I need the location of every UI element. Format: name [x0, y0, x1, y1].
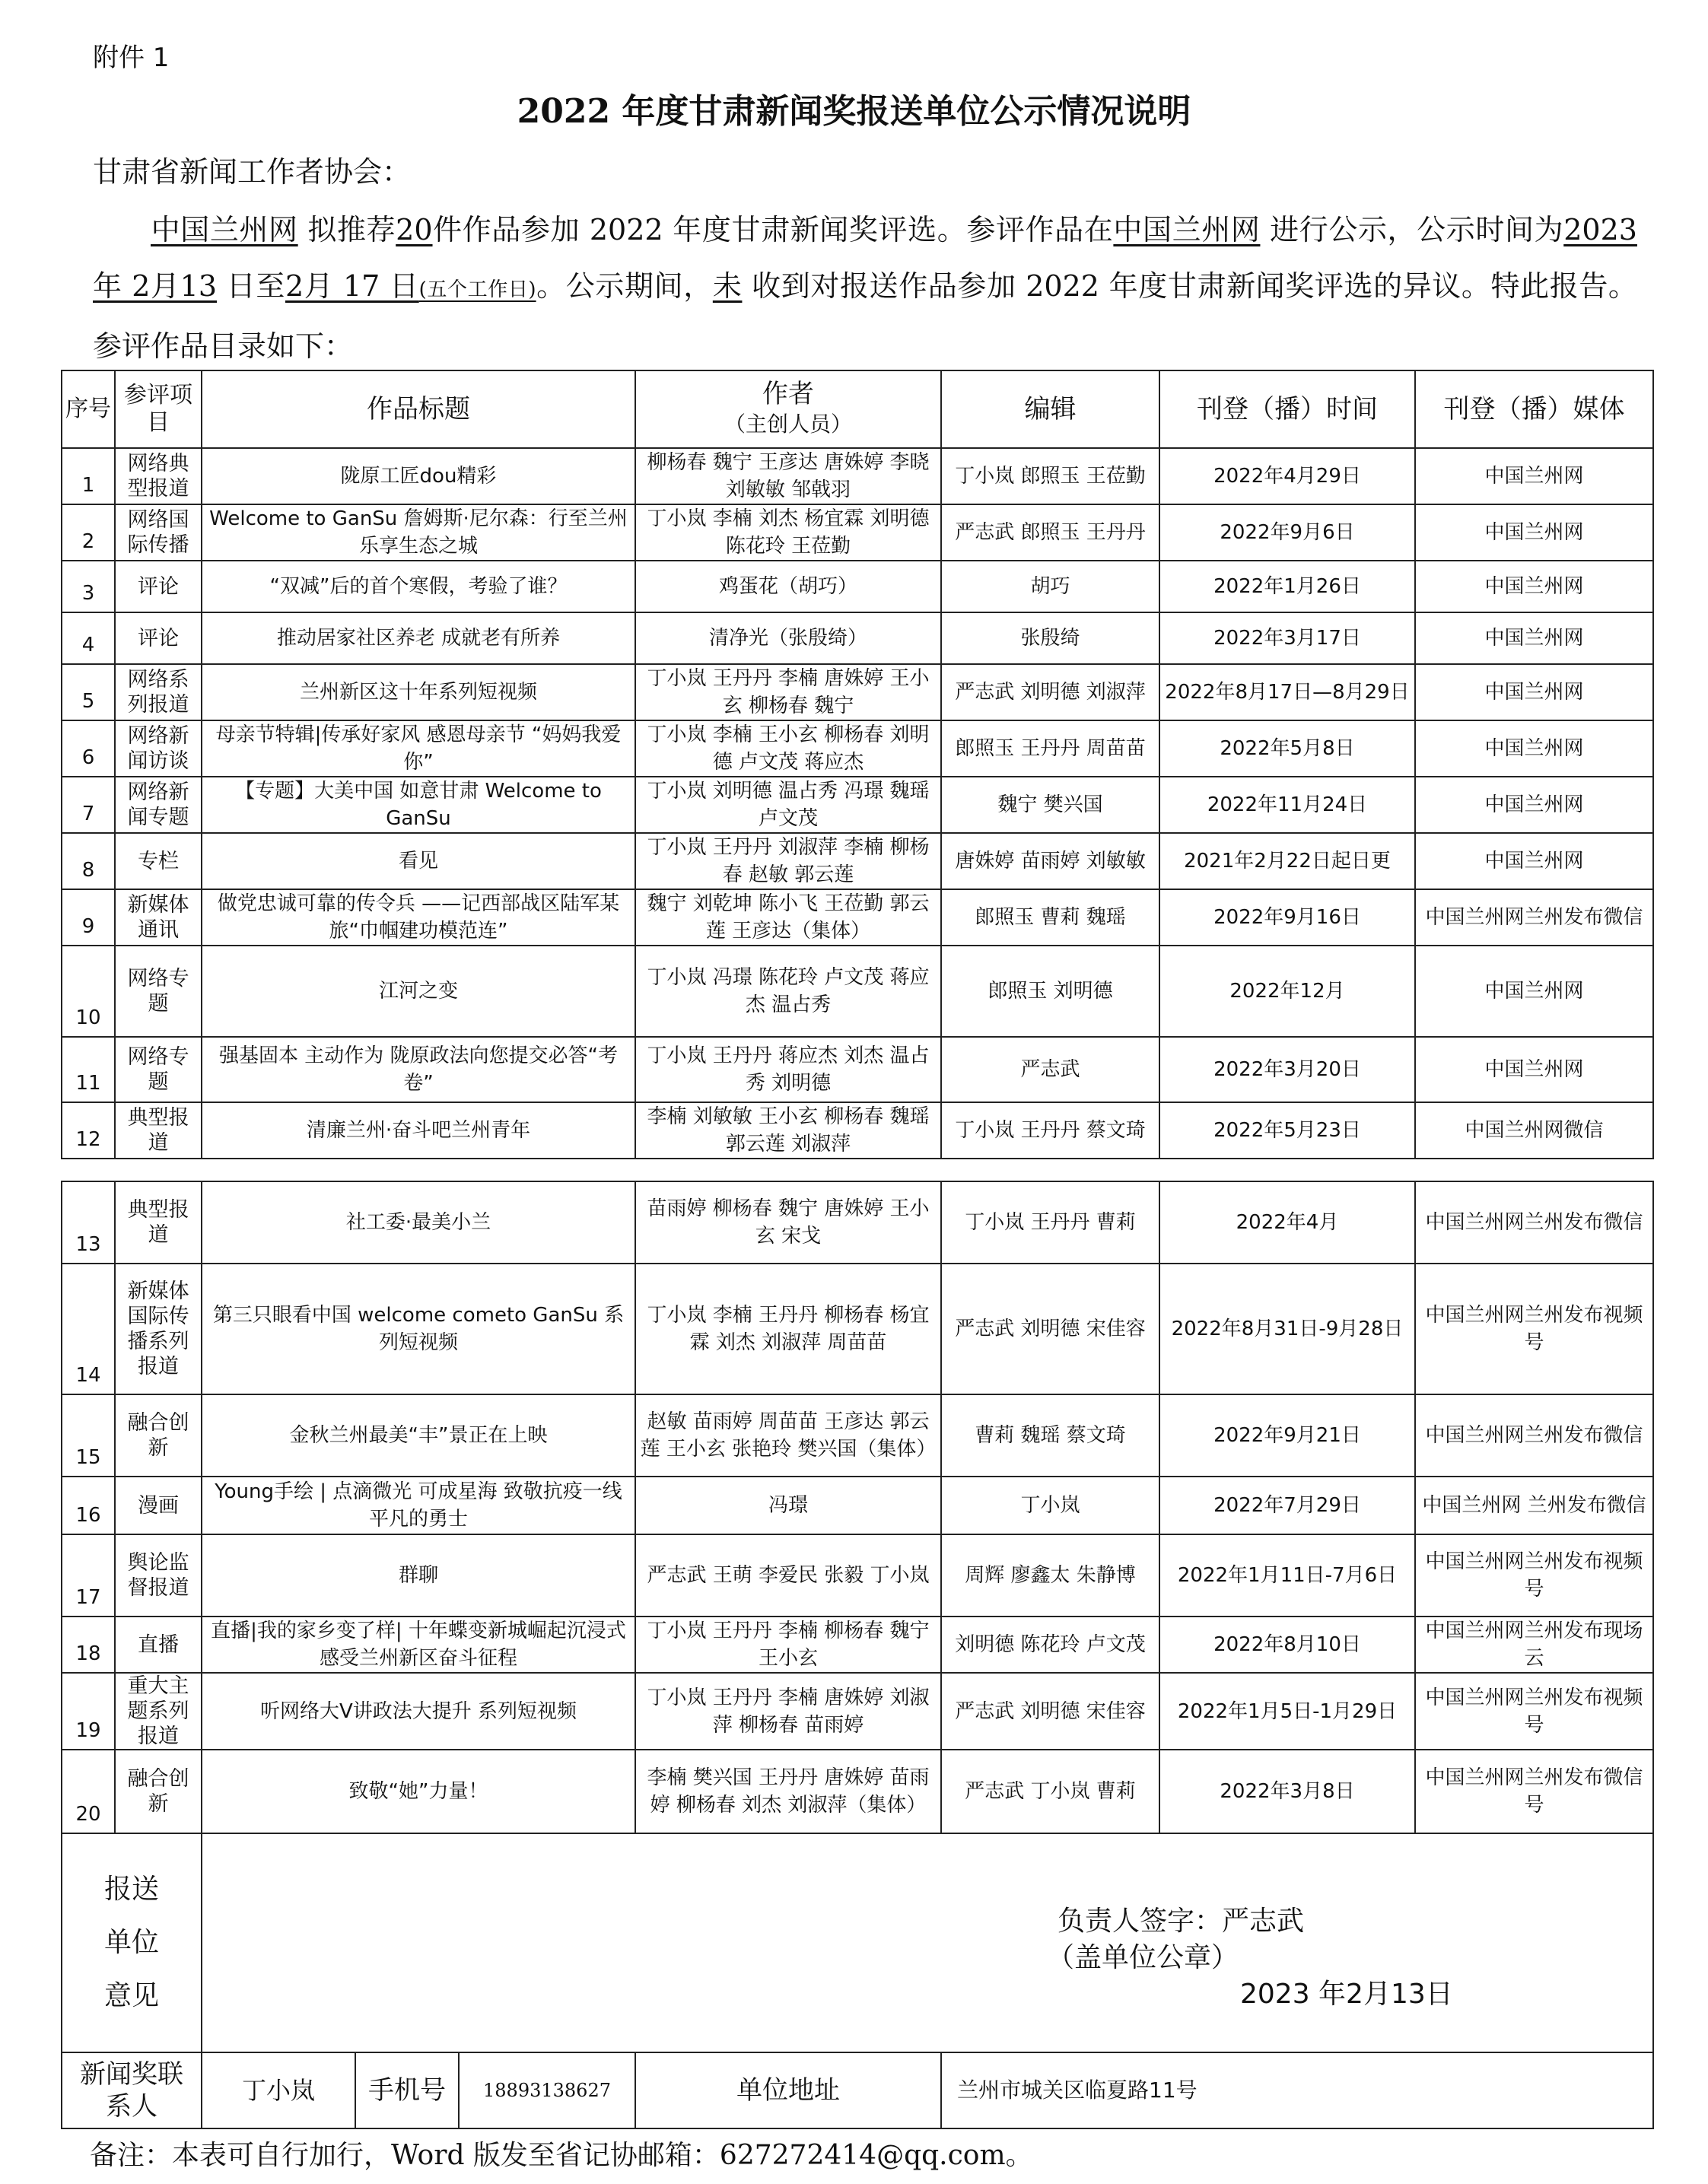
- row-editor: 张殷绮: [941, 612, 1159, 664]
- row-media: 中国兰州网微信: [1415, 1102, 1653, 1159]
- address-value: 兰州市城关区临夏路11号: [941, 2052, 1653, 2128]
- row-number: 11: [62, 1037, 115, 1102]
- row-author: 严志武 王萌 李爱民 张毅 丁小岚: [635, 1534, 941, 1617]
- row-number: 18: [62, 1617, 115, 1673]
- row-editor: 丁小岚: [941, 1477, 1159, 1534]
- row-editor: 丁小岚 郎照玉 王莅勤: [941, 448, 1159, 504]
- row-editor: 刘明德 陈花玲 卢文茂: [941, 1617, 1159, 1673]
- end-date: 2月 17 日: [285, 269, 419, 303]
- intro-paragraph: [93, 202, 1637, 374]
- row-title: 陇原工匠dou精彩: [202, 448, 635, 504]
- row-author: 丁小岚 李楠 刘杰 杨宜霖 刘明德 陈花玲 王莅勤: [635, 504, 941, 561]
- row-title: 听网络大V讲政法大提升 系列短视频: [202, 1673, 635, 1750]
- row-editor: 唐姝婷 苗雨婷 刘敏敏: [941, 833, 1159, 889]
- row-category: 专栏: [115, 833, 202, 889]
- signer: 负责人签字：严志武: [1058, 1906, 1305, 1937]
- row-media: 中国兰州网兰州发布微信号: [1415, 1750, 1653, 1833]
- row-date: 2022年4月29日: [1159, 448, 1415, 504]
- row-category: 漫画: [115, 1477, 202, 1534]
- table-row: [62, 720, 1653, 777]
- row-number: 16: [62, 1477, 115, 1534]
- table-row: [62, 946, 1653, 1037]
- opinion-label-text: 报送单位意见: [103, 1874, 159, 2011]
- row-author: 丁小岚 李楠 王小玄 柳杨春 刘明德 卢文茂 蒋应杰: [635, 720, 941, 777]
- row-date: 2022年4月: [1159, 1181, 1415, 1264]
- intro-text: 日至: [226, 269, 285, 303]
- row-media: 中国兰州网: [1415, 1037, 1653, 1102]
- row-author: 李楠 樊兴国 王丹丹 唐姝婷 苗雨婷 柳杨春 刘杰 刘淑萍（集体）: [635, 1750, 941, 1833]
- row-editor: 严志武: [941, 1037, 1159, 1102]
- header-no: 序号: [62, 370, 115, 448]
- row-media: 中国兰州网兰州发布微信: [1415, 1181, 1653, 1264]
- row-title: Welcome to GanSu 詹姆斯·尼尔森：行至兰州 乐享生态之城: [202, 504, 635, 561]
- row-title: 清廉兰州·奋斗吧兰州青年: [202, 1102, 635, 1159]
- row-editor: 郎照玉 王丹丹 周苗苗: [941, 720, 1159, 777]
- row-media: 中国兰州网兰州发布微信: [1415, 889, 1653, 946]
- row-number: 6: [62, 720, 115, 777]
- row-author: 丁小岚 王丹丹 蒋应杰 刘杰 温占秀 刘明德: [635, 1037, 941, 1102]
- works-table-part2: [61, 1181, 1654, 2129]
- row-author: 柳杨春 魏宁 王彦达 唐姝婷 李晓 刘敏敏 邹戟羽: [635, 448, 941, 504]
- row-author: 丁小岚 王丹丹 刘淑萍 李楠 柳杨春 赵敏 郭云莲: [635, 833, 941, 889]
- table-row: [62, 448, 1653, 504]
- header-author-sub: （主创人员）: [724, 412, 852, 437]
- opinion-signature-cell: [202, 1833, 1653, 2052]
- row-date: 2022年3月20日: [1159, 1037, 1415, 1102]
- contact-name-cell: [202, 2052, 635, 2128]
- header-category: 参评项目: [115, 370, 202, 448]
- row-category: 新媒体国际传播系列报道: [115, 1264, 202, 1394]
- row-category: 评论: [115, 612, 202, 664]
- table-row: [62, 1673, 1653, 1750]
- header-title: 作品标题: [202, 370, 635, 448]
- row-category: 直播: [115, 1617, 202, 1673]
- row-title: 直播|我的家乡变了样| 十年蝶变新城崛起沉浸式感受兰州新区奋斗征程: [202, 1617, 635, 1673]
- row-media: 中国兰州网: [1415, 561, 1653, 612]
- row-editor: 丁小岚 王丹丹 蔡文琦: [941, 1102, 1159, 1159]
- row-number: 13: [62, 1181, 115, 1264]
- row-category: 网络专题: [115, 946, 202, 1037]
- row-date: 2022年5月8日: [1159, 720, 1415, 777]
- row-author: 李楠 刘敏敏 王小玄 柳杨春 魏瑶 郭云莲 刘淑萍: [635, 1102, 941, 1159]
- row-category: 新媒体通讯: [115, 889, 202, 946]
- row-number: 1: [62, 448, 115, 504]
- row-date: 2022年9月16日: [1159, 889, 1415, 946]
- phone-label: 手机号: [356, 2053, 460, 2128]
- row-media: 中国兰州网兰州发布视频号: [1415, 1534, 1653, 1617]
- address-label: 单位地址: [635, 2052, 941, 2128]
- row-title: 看见: [202, 833, 635, 889]
- row-date: 2021年2月22日起日更: [1159, 833, 1415, 889]
- row-media: 中国兰州网: [1415, 720, 1653, 777]
- table-row: [62, 664, 1653, 720]
- row-title: 致敬“她”力量！: [202, 1750, 635, 1833]
- row-editor: 严志武 刘明德 宋佳容: [941, 1673, 1159, 1750]
- opinion-date: 2023 年2月13日: [1240, 1979, 1453, 2010]
- table-row: [62, 1264, 1653, 1394]
- row-title: 推动居家社区养老 成就老有所养: [202, 612, 635, 664]
- row-number: 15: [62, 1394, 115, 1477]
- row-author: 丁小岚 冯璟 陈花玲 卢文茂 蒋应杰 温占秀: [635, 946, 941, 1037]
- row-media: 中国兰州网兰州发布视频号: [1415, 1673, 1653, 1750]
- row-title: 做党忠诚可靠的传令兵 ——记西部战区陆军某旅“巾帼建功模范连”: [202, 889, 635, 946]
- row-author: 冯璟: [635, 1477, 941, 1534]
- intro-text: 进行公示，公示时间为: [1270, 213, 1564, 246]
- header-media: 刊登（播）媒体: [1415, 370, 1653, 448]
- row-author: 鸡蛋花（胡巧）: [635, 561, 941, 612]
- row-number: 9: [62, 889, 115, 946]
- table-row: [62, 1037, 1653, 1102]
- objection-status: 未: [712, 269, 743, 303]
- row-category: 典型报道: [115, 1102, 202, 1159]
- publicity-site: 中国兰州网: [1113, 213, 1261, 246]
- table-row: [62, 612, 1653, 664]
- row-editor: 郎照玉 曹莉 魏瑶: [941, 889, 1159, 946]
- row-author: 魏宁 刘乾坤 陈小飞 王莅勤 郭云莲 王彦达（集体）: [635, 889, 941, 946]
- row-media: 中国兰州网: [1415, 612, 1653, 664]
- row-editor: 曹莉 魏瑶 蔡文琦: [941, 1394, 1159, 1477]
- row-date: 2022年1月5日-1月29日: [1159, 1673, 1415, 1750]
- work-count: 20: [396, 213, 433, 246]
- row-number: 7: [62, 777, 115, 833]
- opinion-row: [62, 1833, 1653, 2052]
- intro-text: 收到对报送作品参加 2022 年度甘肃新闻奖评选的异议。特此报告。参评作品目录如下：: [93, 269, 1637, 363]
- row-date: 2022年8月31日-9月28日: [1159, 1264, 1415, 1394]
- table-row: [62, 1394, 1653, 1477]
- table-row: [62, 889, 1653, 946]
- row-author: 丁小岚 王丹丹 李楠 唐姝婷 刘淑萍 柳杨春 苗雨婷: [635, 1673, 941, 1750]
- row-date: 2022年3月17日: [1159, 612, 1415, 664]
- row-media: 中国兰州网: [1415, 946, 1653, 1037]
- row-category: 网络专题: [115, 1037, 202, 1102]
- start-date: 2023 年 2月13: [93, 213, 1637, 303]
- intro-text: 拟推荐: [307, 213, 396, 246]
- row-editor: 严志武 刘明德 宋佳容: [941, 1264, 1159, 1394]
- row-title: 金秋兰州最美“丰”景正在上映: [202, 1394, 635, 1477]
- row-title: 社工委·最美小兰: [202, 1181, 635, 1264]
- unit-name: 中国兰州网: [151, 213, 298, 246]
- row-number: 8: [62, 833, 115, 889]
- table-row: [62, 1102, 1653, 1159]
- table-row: [62, 561, 1653, 612]
- row-title: 第三只眼看中国 welcome cometo GanSu 系列短视频: [202, 1264, 635, 1394]
- row-number: 5: [62, 664, 115, 720]
- page-title: 2022 年度甘肃新闻奖报送单位公示情况说明: [517, 92, 1191, 131]
- row-title: Young手绘 | 点滴微光 可成星海 致敬抗疫一线平凡的勇士: [202, 1477, 635, 1534]
- row-author: 丁小岚 王丹丹 李楠 柳杨春 魏宁 王小玄: [635, 1617, 941, 1673]
- intro-text: 。公示期间，: [536, 269, 713, 303]
- row-media: 中国兰州网: [1415, 833, 1653, 889]
- row-author: 赵敏 苗雨婷 周苗苗 王彦达 郭云莲 王小玄 张艳玲 樊兴国（集体）: [635, 1394, 941, 1477]
- row-number: 2: [62, 504, 115, 561]
- row-author: 丁小岚 王丹丹 李楠 唐姝婷 王小玄 柳杨春 魏宁: [635, 664, 941, 720]
- row-number: 10: [62, 946, 115, 1037]
- phone-number: 18893138627: [483, 2080, 611, 2101]
- seal-note: （盖单位公章）: [1047, 1942, 1239, 1973]
- row-category: 网络典型报道: [115, 448, 202, 504]
- intro-text: 件作品参加 2022 年度甘肃新闻奖评选。参评作品在: [432, 213, 1114, 246]
- table-row: [62, 833, 1653, 889]
- row-editor: 郎照玉 刘明德: [941, 946, 1159, 1037]
- row-title: 兰州新区这十年系列短视频: [202, 664, 635, 720]
- row-number: 4: [62, 612, 115, 664]
- row-media: 中国兰州网 兰州发布微信: [1415, 1477, 1653, 1534]
- row-editor: 周辉 廖鑫太 朱静博: [941, 1534, 1159, 1617]
- row-date: 2022年1月11日-7月6日: [1159, 1534, 1415, 1617]
- row-media: 中国兰州网兰州发布微信: [1415, 1394, 1653, 1477]
- row-author: 丁小岚 李楠 王丹丹 柳杨春 杨宜霖 刘杰 刘淑萍 周苗苗: [635, 1264, 941, 1394]
- row-category: 舆论监督报道: [115, 1534, 202, 1617]
- row-number: 14: [62, 1264, 115, 1394]
- opinion-label: [62, 1833, 202, 2052]
- row-editor: 严志武 郎照玉 王丹丹: [941, 504, 1159, 561]
- table-row: [62, 1181, 1653, 1264]
- row-author: 苗雨婷 柳杨春 魏宁 唐姝婷 王小玄 宋戈: [635, 1181, 941, 1264]
- row-date: 2022年11月24日: [1159, 777, 1415, 833]
- table-row: [62, 1477, 1653, 1534]
- row-date: 2022年3月8日: [1159, 1750, 1415, 1833]
- table-row: [62, 1750, 1653, 1833]
- contact-row: [62, 2052, 1653, 2128]
- row-media: 中国兰州网兰州发布现场云: [1415, 1617, 1653, 1673]
- workdays-note: (五个工作日): [418, 278, 536, 301]
- row-title: 母亲节特辑|传承好家风 感恩母亲节 “妈妈我爱你”: [202, 720, 635, 777]
- row-media: 中国兰州网: [1415, 664, 1653, 720]
- table-header-row: [62, 370, 1653, 448]
- row-category: 网络新闻访谈: [115, 720, 202, 777]
- header-date: 刊登（播）时间: [1159, 370, 1415, 448]
- row-number: 20: [62, 1750, 115, 1833]
- row-editor: 胡巧: [941, 561, 1159, 612]
- row-title: 强基固本 主动作为 陇原政法向您提交必答“考卷”: [202, 1037, 635, 1102]
- row-date: 2022年12月: [1159, 946, 1415, 1037]
- row-date: 2022年9月21日: [1159, 1394, 1415, 1477]
- row-editor: 严志武 丁小岚 曹莉: [941, 1750, 1159, 1833]
- row-editor: 丁小岚 王丹丹 曹莉: [941, 1181, 1159, 1264]
- header-author-label: 作者: [762, 379, 814, 409]
- row-title: “双减”后的首个寒假，考验了谁？: [202, 561, 635, 612]
- row-date: 2022年7月29日: [1159, 1477, 1415, 1534]
- header-editor: 编辑: [941, 370, 1159, 448]
- table-row: [62, 504, 1653, 561]
- contact-label: [62, 2052, 202, 2128]
- header-author: [635, 370, 941, 448]
- row-title: 群聊: [202, 1534, 635, 1617]
- row-date: 2022年8月17日—8月29日: [1159, 664, 1415, 720]
- row-media: 中国兰州网兰州发布视频号: [1415, 1264, 1653, 1394]
- row-category: 融合创新: [115, 1750, 202, 1833]
- row-category: 评论: [115, 561, 202, 612]
- row-title: 江河之变: [202, 946, 635, 1037]
- contact-name: 丁小岚: [202, 2053, 356, 2128]
- row-date: 2022年8月10日: [1159, 1617, 1415, 1673]
- row-editor: 魏宁 樊兴国: [941, 777, 1159, 833]
- table-row: [62, 1617, 1653, 1673]
- row-category: 重大主题系列报道: [115, 1673, 202, 1750]
- row-author: 丁小岚 刘明德 温占秀 冯璟 魏瑶 卢文茂: [635, 777, 941, 833]
- contact-label-text: 新闻奖联系人: [80, 2059, 183, 2122]
- table-row: [62, 777, 1653, 833]
- row-number: 17: [62, 1534, 115, 1617]
- row-number: 3: [62, 561, 115, 612]
- footer-note: 备注：本表可自行加行，Word 版发至省记协邮箱：627272414@qq.com。: [90, 2140, 1033, 2171]
- row-author: 清净光（张殷绮）: [635, 612, 941, 664]
- row-category: 网络新闻专题: [115, 777, 202, 833]
- row-category: 网络系列报道: [115, 664, 202, 720]
- row-date: 2022年1月26日: [1159, 561, 1415, 612]
- row-date: 2022年5月23日: [1159, 1102, 1415, 1159]
- row-media: 中国兰州网: [1415, 448, 1653, 504]
- row-editor: 严志武 刘明德 刘淑萍: [941, 664, 1159, 720]
- row-date: 2022年9月6日: [1159, 504, 1415, 561]
- row-category: 网络国际传播: [115, 504, 202, 561]
- row-media: 中国兰州网: [1415, 504, 1653, 561]
- row-number: 12: [62, 1102, 115, 1159]
- row-category: 典型报道: [115, 1181, 202, 1264]
- row-media: 中国兰州网: [1415, 777, 1653, 833]
- works-table-part1: [61, 370, 1654, 1159]
- table-row: [62, 1534, 1653, 1617]
- row-title: 【专题】大美中国 如意甘肃 Welcome to GanSu: [202, 777, 635, 833]
- attachment-label: 附件 1: [93, 43, 170, 73]
- row-number: 19: [62, 1673, 115, 1750]
- row-category: 融合创新: [115, 1394, 202, 1477]
- addressee: 甘肃省新闻工作者协会：: [93, 155, 412, 189]
